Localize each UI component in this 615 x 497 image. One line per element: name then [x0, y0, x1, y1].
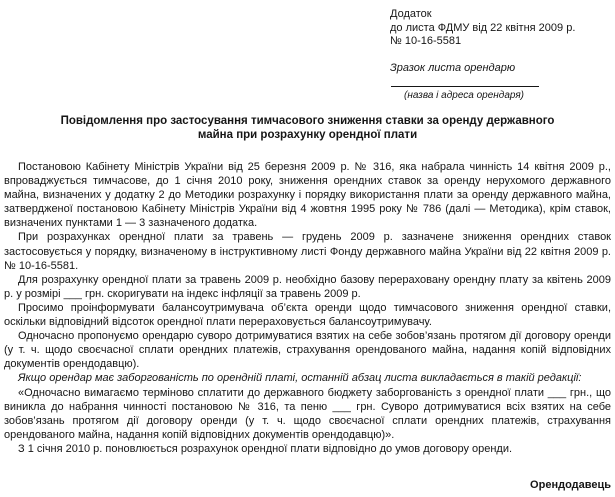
annex-letter-number: № 10-16-5581: [390, 35, 462, 47]
addressee-caption: (назва і адреса орендаря): [404, 90, 524, 101]
annex-title: Додаток: [390, 8, 432, 20]
body-paragraph: Просимо проінформувати балансоутримувача об’єкта оренди щодо тимчасового зниження орендної ставки, оскільки відповідний відсоток орендної плати перераховується балансоутримувачу.: [4, 301, 611, 329]
body-paragraph-editorial-note: Якщо орендар має заборгованість по орендній платі, останній абзац листа викладається в такій редакції:: [18, 372, 582, 385]
body-paragraph: При розрахунках орендної плати за травень — грудень 2009 р. зазначене зниження орендних ставок застосовується у порядку, визначеному в інструктивному листі Фонду державного майна України від 22 квітня 2009 р. № 10-16-5581.: [4, 231, 611, 272]
document-body: [4, 160, 611, 456]
annex-header: [390, 8, 610, 49]
document-title: Повідомлення про застосування тимчасового зниження ставки за оренду державного майна при розрахунку орендної плати: [60, 115, 555, 141]
body-paragraph: Для розрахунку орендної плати за травень 2009 р. необхідно базову перераховану орендну плату за квітень 2009 р. у розмірі ___ грн. скоригувати на індекс інфляції за травень 2009 р.: [4, 273, 611, 300]
body-paragraph: З 1 січня 2010 р. поновлюється розрахунок орендної плати відповідно до умов договору оренди.: [18, 442, 513, 455]
addressee-blank-line: [391, 86, 539, 87]
body-paragraph-debt-variant: «Одночасно вимагаємо терміново сплатити до державного бюджету заборгованість з орендної плати ___ грн., що виникла до набрання чинності постановою № 316, та пеню ___ грн. Суворо дотримуватися всіх взятих на себе зобов’язань протягом дії договору оренди (у т. ч. щодо своєчасної сплати орендних платежів, страхування орендованого майна, надання копій відповідних документів орендодавцю)».: [4, 386, 611, 441]
sample-letter-label: Зразок листа орендарю: [390, 62, 516, 74]
body-paragraph: Постановою Кабінету Міністрів України від 25 березня 2009 р. № 316, яка набрала чинність 14 квітня 2009 р., впроваджується тимчасове, до 1 січня 2010 року, зниження орендних ставок за оренду нерухомого державного майна, визначених у додатку 2 до Методики розрахунку і порядку використання плати за оренду державного майна, затвердженої постановою Кабінету Міністрів України від 4 жовтня 1995 року № 786 (далі — Методика), крім ставок, визначених пунктами 1 — 3 зазначеного додатка.: [4, 161, 611, 230]
signature-lessor-label: Орендодавець: [530, 479, 611, 491]
body-paragraph: Одночасно пропонуємо орендарю суворо дотримуватися взятих на себе зобов’язань протягом дії договору оренди (у т. ч. щодо своєчасної сплати орендних платежів, страхування орендованого майна, надання копій відповідних документів орендодавцю).: [4, 330, 611, 371]
annex-letter-reference: до листа ФДМУ від 22 квітня 2009 р.: [390, 21, 576, 34]
